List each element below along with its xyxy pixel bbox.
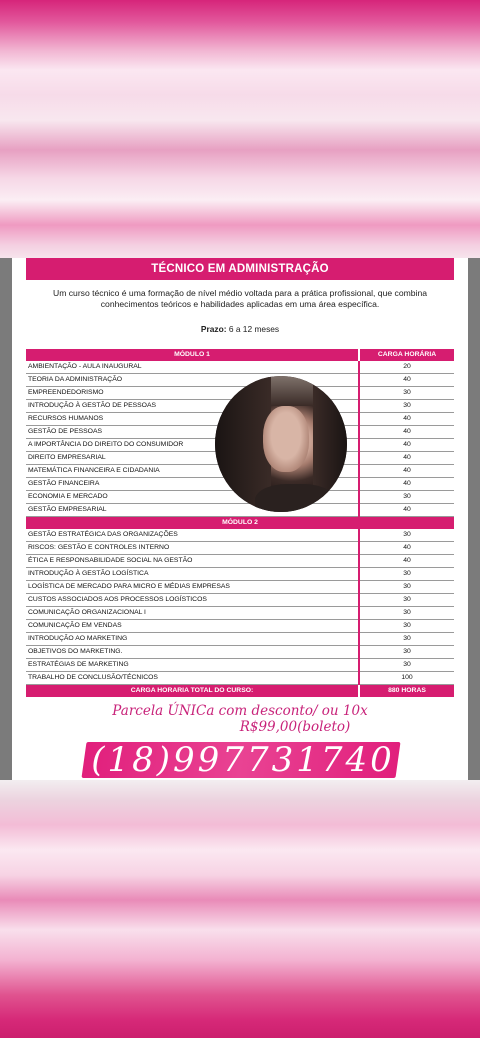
payment-line-1: Parcela ÚNICa com desconto/ ou 10x: [112, 703, 368, 719]
total-row: [26, 685, 454, 698]
table-row: [26, 581, 454, 594]
subject-hours: 30: [359, 620, 454, 633]
subject-hours: 30: [359, 633, 454, 646]
table-row: [26, 555, 454, 568]
table-row: [26, 568, 454, 581]
course-flyer: [12, 258, 468, 780]
payment-info: [12, 703, 468, 735]
instructor-photo: [215, 376, 347, 512]
total-value: 880 HORAS: [359, 685, 454, 698]
subject-name: INTRODUÇÃO AO MARKETING: [26, 633, 359, 646]
hours-header: CARGA HORÁRIA: [359, 349, 454, 361]
subject-name: GESTÃO EMPRESARIAL: [26, 504, 359, 517]
subject-hours: 30: [359, 607, 454, 620]
subject-hours: 30: [359, 568, 454, 581]
subject-name: ECONOMIA E MERCADO: [26, 491, 359, 504]
total-label: CARGA HORARIA TOTAL DO CURSO:: [26, 685, 359, 698]
subject-name: INTRODUÇÃO À GESTÃO LOGÍSTICA: [26, 568, 359, 581]
table-row: [26, 361, 454, 374]
subject-name: LOGÍSTICA DE MERCADO PARA MICRO E MÉDIAS EMPRESAS: [26, 581, 359, 594]
subject-hours: 40: [359, 555, 454, 568]
module-2-header: MÓDULO 2: [26, 517, 454, 530]
subject-hours: 30: [359, 387, 454, 400]
subject-hours: 40: [359, 465, 454, 478]
subject-hours: 30: [359, 594, 454, 607]
duration-label: Prazo:: [200, 324, 227, 334]
blurred-background-bottom: [0, 780, 480, 1038]
subject-hours: 40: [359, 413, 454, 426]
subject-hours: 40: [359, 439, 454, 452]
subject-hours: 20: [359, 361, 454, 374]
subject-name: A IMPORTÂNCIA DO DIREITO DO CONSUMIDOR: [26, 439, 359, 452]
course-duration: [12, 324, 468, 334]
subject-name: RECURSOS HUMANOS: [26, 413, 359, 426]
module-1-header-row: [26, 349, 454, 361]
subject-name: ESTRATÉGIAS DE MARKETING: [26, 659, 359, 672]
subject-hours: 30: [359, 646, 454, 659]
subject-name: OBJETIVOS DO MARKETING.: [26, 646, 359, 659]
subject-name: DIREITO EMPRESARIAL: [26, 452, 359, 465]
subject-hours: 100: [359, 672, 454, 685]
subject-name: GESTÃO FINANCEIRA: [26, 478, 359, 491]
subject-hours: 30: [359, 491, 454, 504]
module-2-header-row: [26, 517, 454, 530]
subject-hours: 40: [359, 426, 454, 439]
subject-hours: 30: [359, 529, 454, 542]
subject-name: TRABALHO DE CONCLUSÃO/TÉCNICOS: [26, 672, 359, 685]
subject-name: MATEMÁTICA FINANCEIRA E CIDADANIA: [26, 465, 359, 478]
subject-hours: 40: [359, 504, 454, 517]
subject-hours: 30: [359, 581, 454, 594]
subject-name: INTRODUÇÃO À GESTÃO DE PESSOAS: [26, 400, 359, 413]
table-row: [26, 659, 454, 672]
subject-name: EMPREENDEDORISMO: [26, 387, 359, 400]
subject-hours: 40: [359, 542, 454, 555]
table-row: [26, 594, 454, 607]
subject-hours: 40: [359, 374, 454, 387]
subject-name: GESTÃO ESTRATÉGICA DAS ORGANIZAÇÕES: [26, 529, 359, 542]
subject-name: RISCOS: GESTÃO E CONTROLES INTERNO: [26, 542, 359, 555]
course-title: TÉCNICO EM ADMINISTRAÇÃO: [26, 258, 454, 280]
duration-value: 6 a 12 meses: [228, 324, 280, 334]
course-description: Um curso técnico é uma formação de nível médio voltada para a prática profissional, que combina conhecimentos teóricos e habilidades aplicadas em uma área específica.: [52, 288, 428, 309]
module-1-header: MÓDULO 1: [26, 349, 359, 361]
subject-hours: 40: [359, 478, 454, 491]
table-row: [26, 633, 454, 646]
table-row: [26, 529, 454, 542]
subject-hours: 30: [359, 659, 454, 672]
subject-name: COMUNICAÇÃO EM VENDAS: [26, 620, 359, 633]
subject-name: GESTÃO DE PESSOAS: [26, 426, 359, 439]
subject-name: COMUNICAÇÃO ORGANIZACIONAL I: [26, 607, 359, 620]
payment-line-2: R$99,00(boleto): [239, 719, 351, 735]
table-row: [26, 542, 454, 555]
left-border: [0, 258, 12, 780]
table-row: [26, 672, 454, 685]
subject-name: AMBIENTAÇÃO - AULA INAUGURAL: [26, 361, 359, 374]
phone-number: (18)997731740: [91, 740, 395, 780]
right-border: [468, 258, 480, 780]
subject-hours: 40: [359, 452, 454, 465]
subject-hours: 30: [359, 400, 454, 413]
table-row: [26, 620, 454, 633]
table-row: [26, 646, 454, 659]
blurred-background-top: [0, 0, 480, 258]
table-row: [26, 607, 454, 620]
subject-name: CUSTOS ASSOCIADOS AOS PROCESSOS LOGÍSTICOS: [26, 594, 359, 607]
subject-name: TEORIA DA ADMINISTRAÇÃO: [26, 374, 359, 387]
subject-name: ÉTICA E RESPONSABILIDADE SOCIAL NA GESTÃO: [26, 555, 359, 568]
